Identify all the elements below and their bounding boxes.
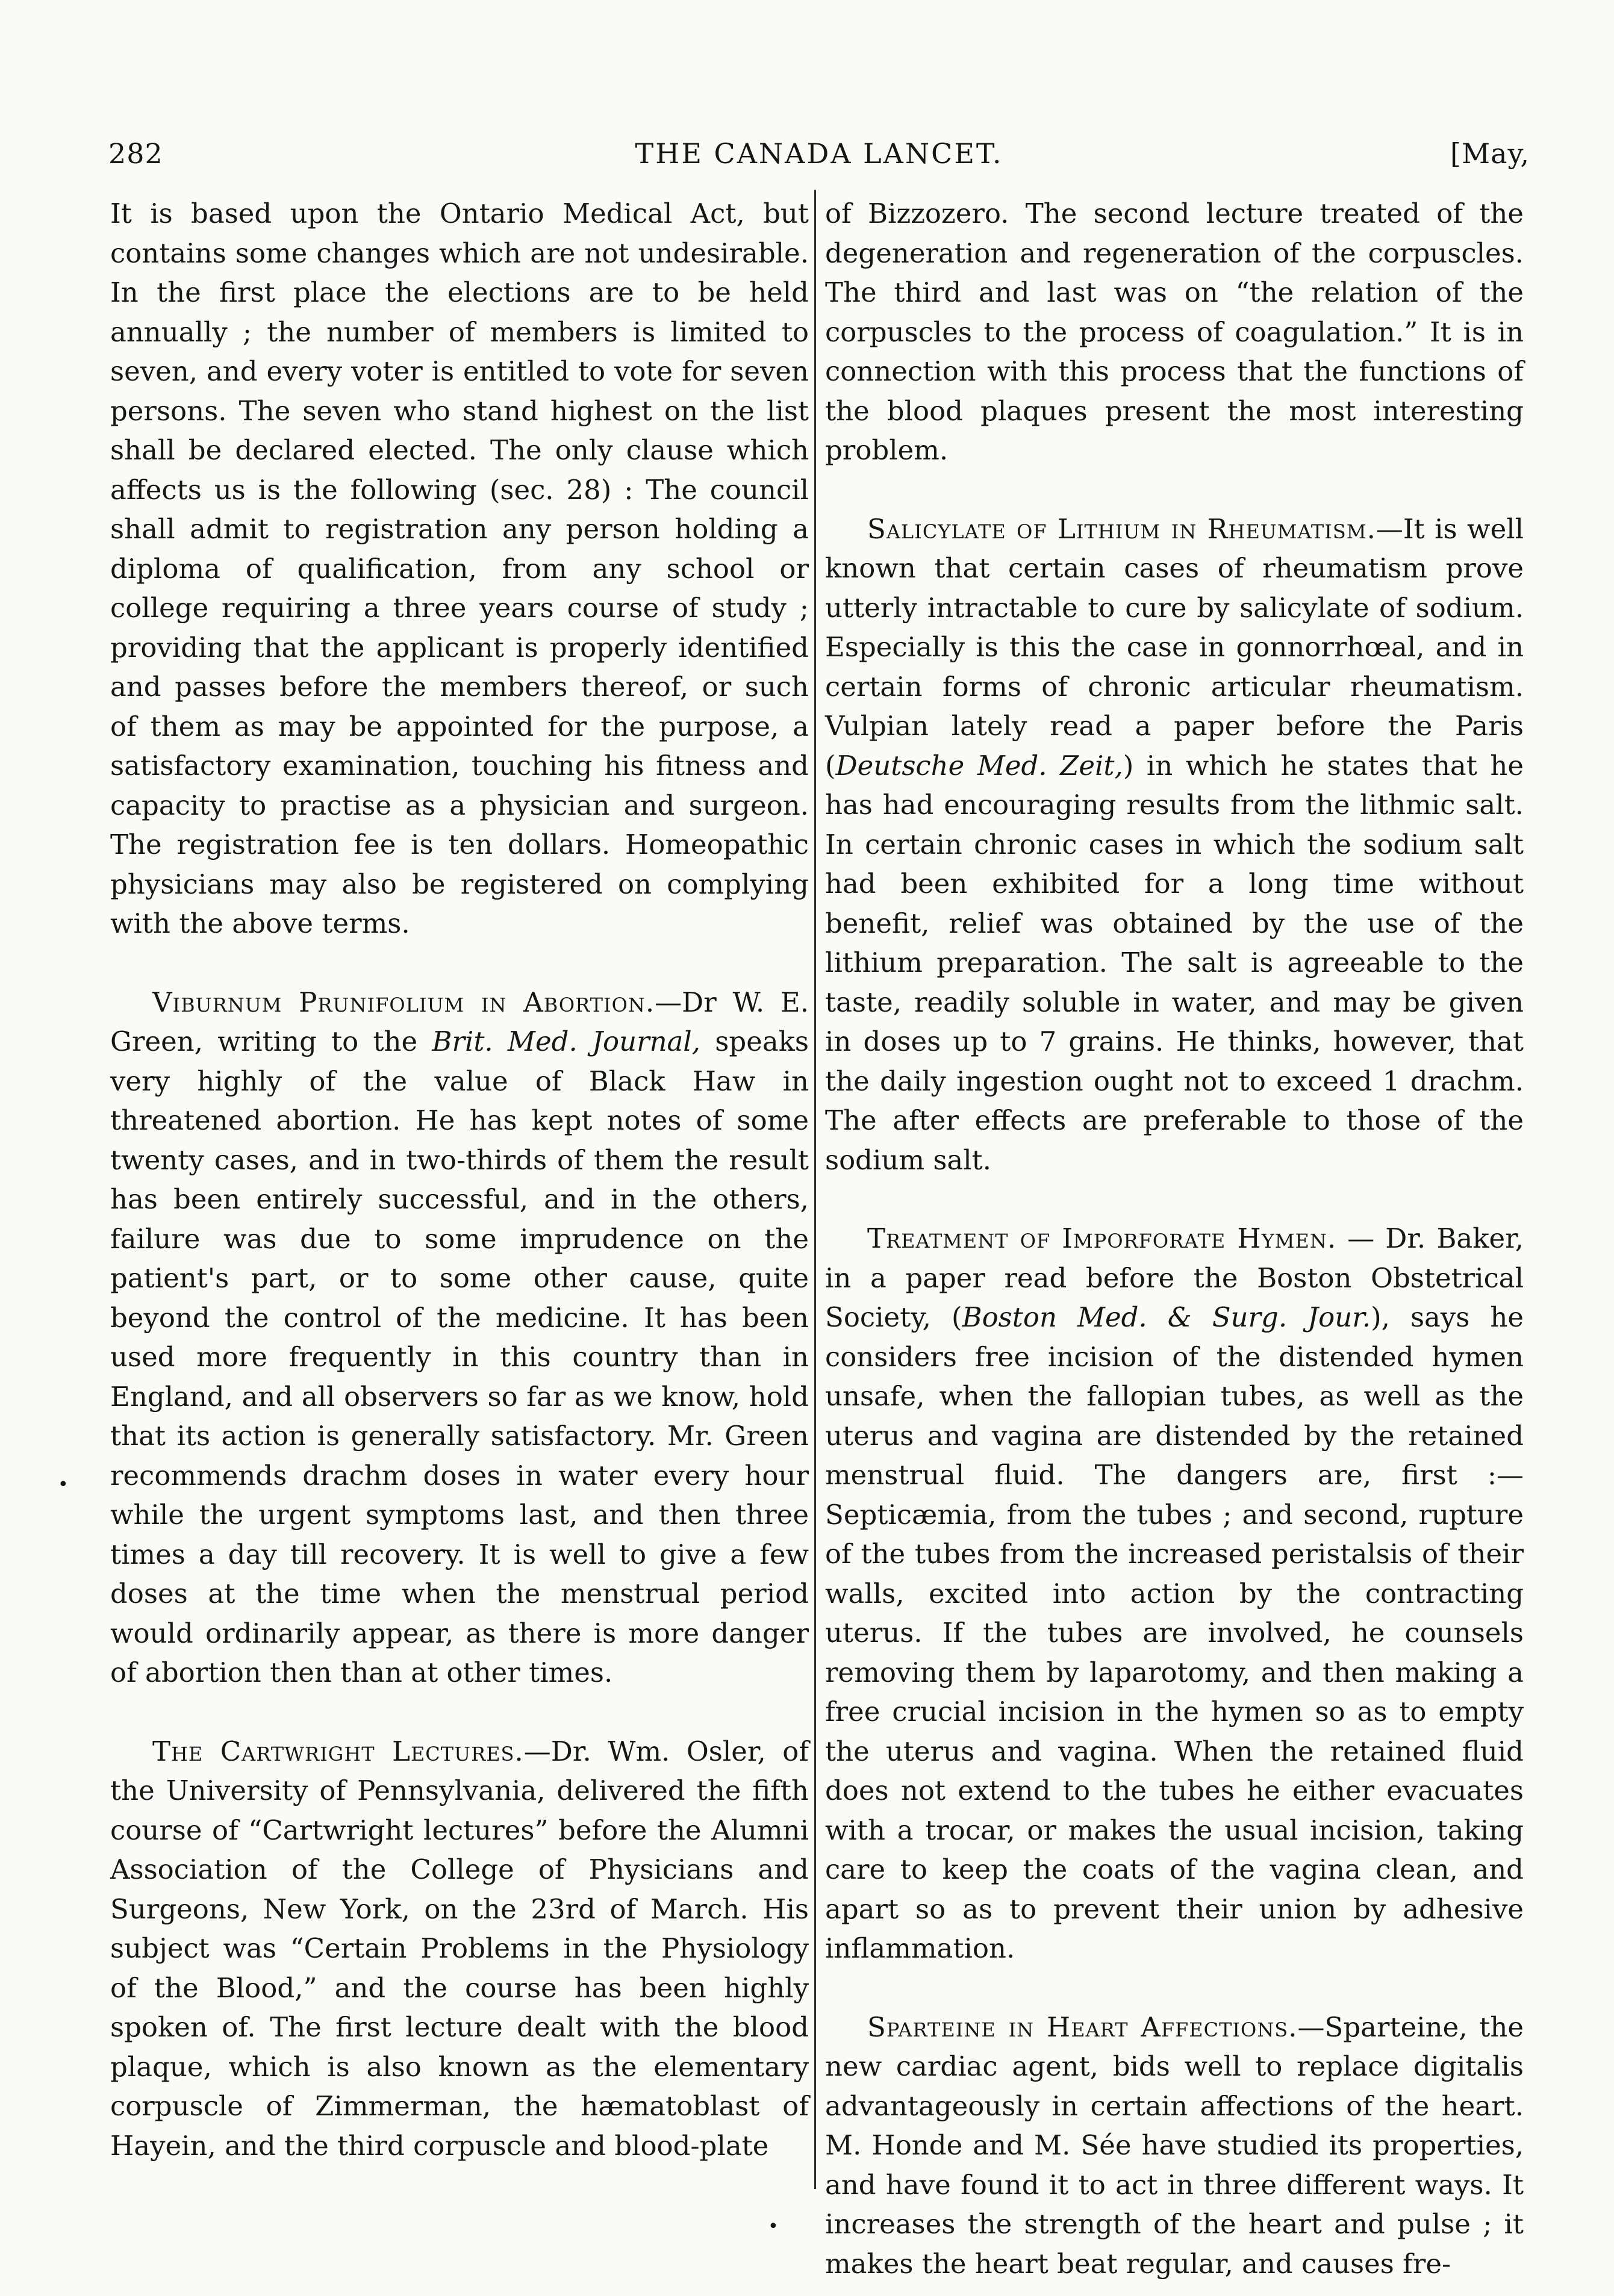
journal-citation: Deutsche Med. Zeit,	[835, 749, 1123, 782]
footer-dot: •	[768, 2216, 779, 2237]
article-heading: Sparteine in Heart Affections.	[867, 2011, 1298, 2043]
viburnum-article	[110, 983, 809, 1693]
column-rule	[814, 190, 816, 2189]
article-text: —It is well known that certain cases of rheumatism prove utterly intractable to cure by salicylate of sodium. Especially is this the case in gonnorrhœal, and in certain forms of chronic articular rheumatism. Vulpian lately read a paper before the Paris (	[825, 512, 1524, 782]
article-text: —Dr. Wm. Osler, of the University of Pennsylvania, delivered the fifth course of “Cartwright lectures” before the Alumni Association of the College of Physicians and Surgeons, New York, on the 23rd of March. His subject was “Certain Problems in the Physiology of the Blood,” and the course has been highly spoken of. The first lecture dealt with the blood plaque, which is also known as the elementary corpuscle of Zimmerman, the hæmatoblast of Hayein, and the third corpuscle and blood-plate	[110, 1735, 809, 2162]
sparteine-article	[825, 2008, 1524, 2284]
article-text: speaks very highly of the value of Black Haw in threatened abortion. He has kept notes of some twenty cases, and in two-thirds of them the result has been entirely successful, and in the others, failure was due to some imprudence on the patient's part, or to some other cause, quite beyond the control of the medicine. It has been used more frequently in this country than in England, and all observers so far as we know, hold that its action is generally satisfactory. Mr. Green recommends drachm doses in water every hour while the urgent symptoms last, and then three times a day till recovery. It is well to give a few doses at the time when the menstrual period would ordinarily appear, as there is more danger of abortion then than at other times.	[110, 1025, 809, 1688]
journal-title: THE CANADA LANCET.	[635, 137, 1003, 170]
running-header	[108, 137, 1530, 179]
journal-citation: Brit. Med. Journal,	[432, 1025, 701, 1057]
article-text: ) in which he states that he has had encouraging results from the lithmic salt. In certain chronic cases in which the sodium salt had been exhibited for a long time without benefit, relief was obtained by the use of the lithium preparation. The salt is agreeable to the taste, readily soluble in water, and may be given in doses up to 7 grains. He thinks, however, that the daily ingestion ought not to exceed 1 drachm. The after effects are preferable to those of the sodium salt.	[825, 749, 1524, 1176]
salicylate-article	[825, 509, 1524, 1180]
article-text: — Dr. Baker, in a paper read before the Boston Obstetrical Society, (	[825, 1222, 1524, 1333]
margin-mark: •	[58, 1474, 69, 1495]
bizzozero-paragraph: of Bizzozero. The second lecture treated of the degeneration and regeneration of the corpuscles. The third and last was on “the relation of the corpuscles to the process of coagulation.” It is in connection with this process that the functions of the blood plaques present the most interesting problem.	[825, 198, 1524, 466]
article-heading: The Cartwright Lectures.	[152, 1735, 524, 1767]
article-text: —Dr W. E. Green, writing to the	[110, 986, 809, 1057]
page-number: 282	[108, 137, 163, 170]
article-heading: Salicylate of Lithium in Rheumatism.	[867, 512, 1376, 545]
article-heading: Treatment of Imporforate Hymen.	[867, 1222, 1337, 1254]
right-column	[825, 194, 1524, 2283]
issue-month: [May,	[1450, 137, 1530, 170]
ontario-act-paragraph: It is based upon the Ontario Medical Act, but contains some changes which are not undesirable. In the first place the elections are to be held annually ; the number of members is limited to seven, and every voter is entitled to vote for seven persons. The seven who stand highest on the list shall be declared elected. The only clause which affects us is the following (sec. 28) : The council shall admit to registration any person holding a diploma of qualification, from any school or college requiring a three years course of study ; providing that the applicant is properly identified and passes before the members thereof, or such of them as may be appointed for the purpose, a satisfactory examination, touching his fitness and capacity to practise as a physician and surgeon. The registration fee is ten dollars. Homeopathic physicians may also be registered on complying with the above terms.	[110, 198, 809, 939]
left-column	[110, 194, 809, 2165]
journal-citation: Boston Med. & Surg. Jour.	[962, 1301, 1371, 1333]
article-heading: Viburnum Prunifolium in Abortion.	[152, 986, 655, 1018]
cartwright-article	[110, 1732, 809, 2166]
article-text: ), says he considers free incision of the distended hymen unsafe, when the fallopian tubes, as well as the uterus and vagina are distended by the retained menstrual fluid. The dangers are, first :—Septicæmia, from the tubes ; and second, rupture of the tubes from the increased peristalsis of their walls, excited into action by the contracting uterus. If the tubes are involved, he counsels removing them by laparotomy, and then making a free crucial incision in the hymen so as to empty the uterus and vagina. When the retained fluid does not extend to the tubes he either evacuates with a trocar, or makes the usual incision, taking care to keep the coats of the vagina clean, and apart so as to prevent their union by adhesive inflammation.	[825, 1301, 1524, 1964]
article-text: —Sparteine, the new cardiac agent, bids well to replace digitalis advantageously in certain affections of the heart. M. Honde and M. Sée have studied its properties, and have found it to act in three different ways. It increases the strength of the heart and pulse ; it makes the heart beat regular, and causes fre-	[825, 2011, 1524, 2280]
hymen-article	[825, 1219, 1524, 1968]
